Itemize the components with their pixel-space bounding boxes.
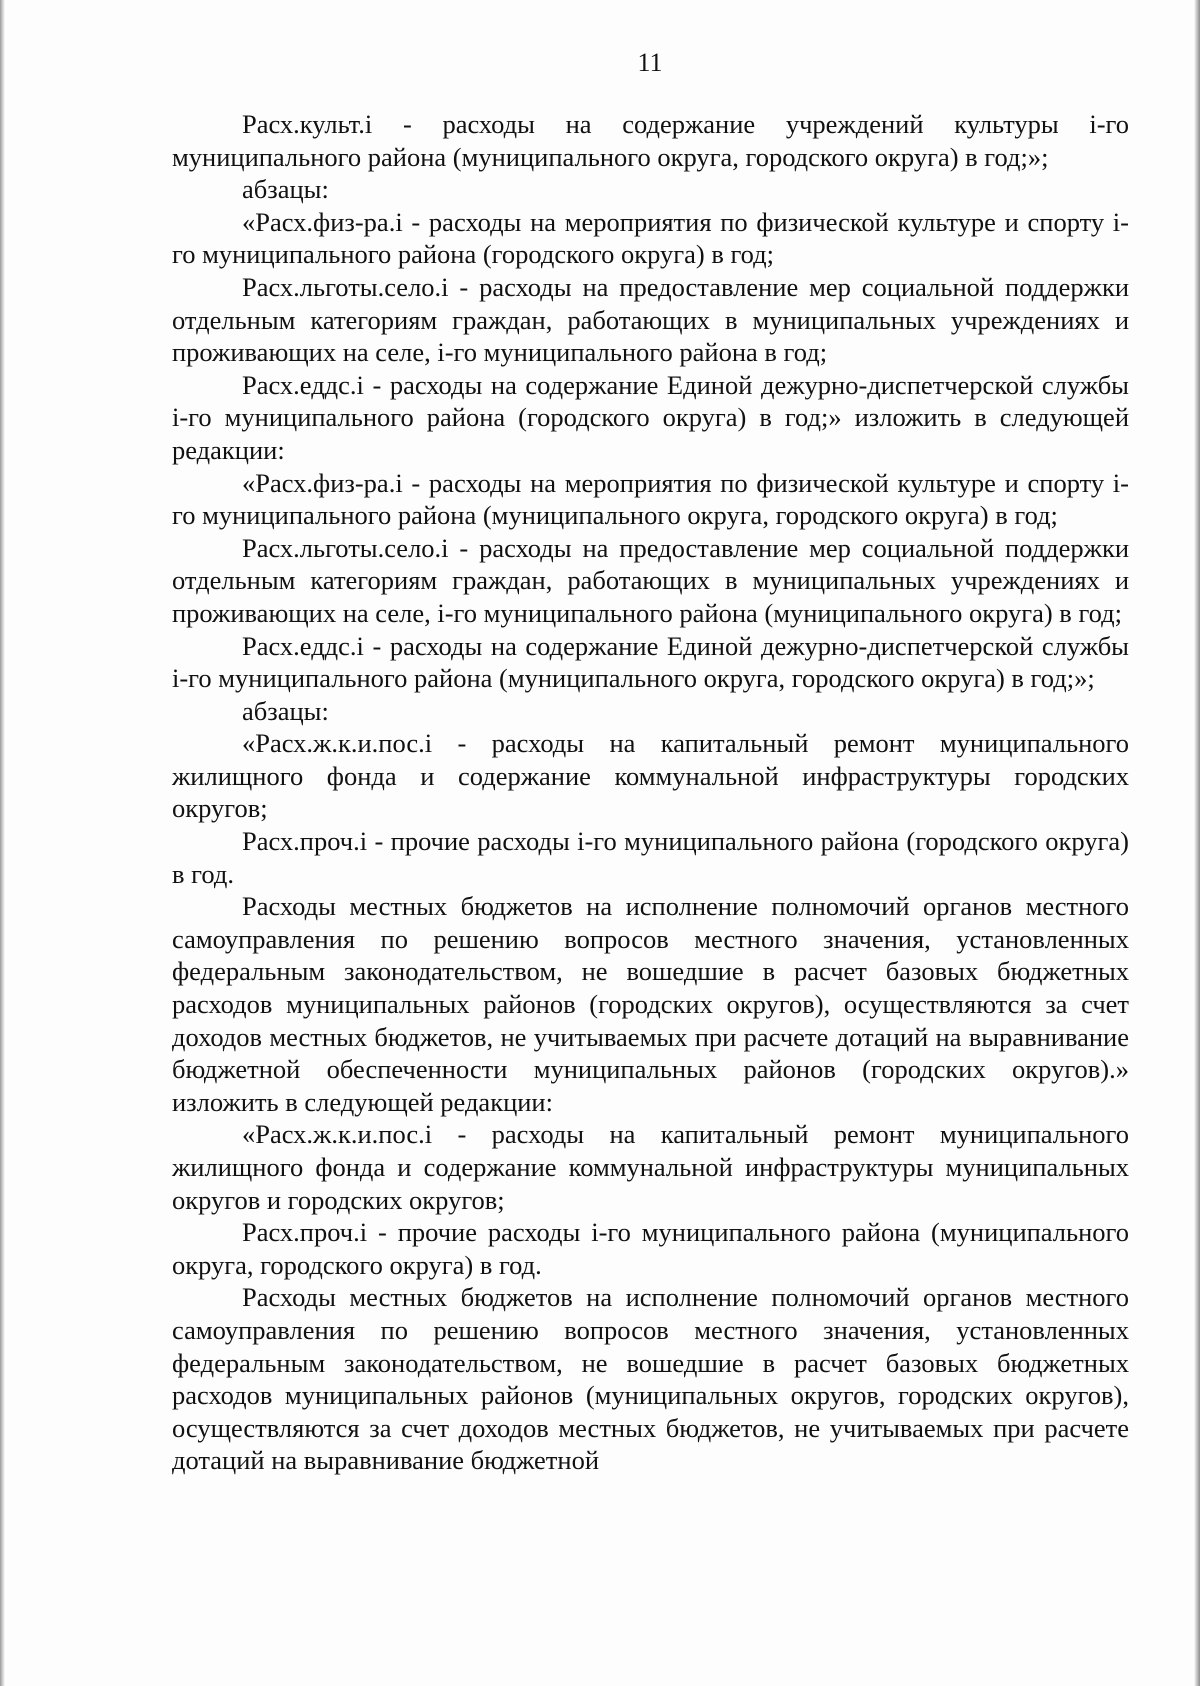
paragraph: Расх.проч.i - прочие расходы i-го муниципального района (городского округа) в год.	[172, 826, 1129, 889]
paragraph: «Расх.физ-ра.i - расходы на мероприятия по физической культуре и спорту i-го муниципального района (городского округа) в год;	[172, 206, 1129, 270]
paragraph: Расх.культ.i - расходы на содержание учреждений культуры i-го муниципального района (муниципального округа, городского округа) в год;»;	[172, 109, 1129, 172]
paragraph: абзацы:	[242, 695, 329, 726]
paragraph: «Расх.ж.к.и.пос.i - расходы на капитальный ремонт муниципального жилищного фонда и содержание коммунальной инфраструктуры городских округов;	[172, 728, 1129, 824]
scan-edge-left	[0, 0, 5, 1686]
paragraph: «Расх.физ-ра.i - расходы на мероприятия по физической культуре и спорту i-го муниципального района (муниципального округа, городского округа) в год;	[172, 467, 1129, 531]
page-number: 11	[637, 48, 663, 77]
scan-edge-right	[1194, 0, 1200, 1686]
paragraph: Расх.еддс.i - расходы на содержание Единой дежурно-диспетчерской службы i-го муниципального района (городского округа) в год;» изложить в следующей редакции:	[172, 369, 1129, 465]
paragraph: Расх.еддс.i - расходы на содержание Единой дежурно-диспетчерской службы i-го муниципального района (муниципального округа, городского округа) в год;»;	[172, 630, 1129, 694]
paragraph: «Расх.ж.к.и.пос.i - расходы на капитальный ремонт муниципального жилищного фонда и содержание коммунальной инфраструктуры муниципальных округов и городских округов;	[172, 1119, 1129, 1215]
paragraph: Расходы местных бюджетов на исполнение полномочий органов местного самоуправления по решению вопросов местного значения, установленных федеральным законодательством, не вошедшие в расчет базовых бюджетных расходов муниципальных районов (муниципальных округов, городских округов), осуществляются за счет доходов местных бюджетов, не учитываемых при расчете дотаций на выравнивание бюджетной	[172, 1282, 1129, 1476]
paragraph: Расх.проч.i - прочие расходы i-го муниципального района (муниципального округа, городского округа) в год.	[172, 1217, 1129, 1280]
paragraph: абзацы:	[242, 174, 329, 205]
paragraph: Расх.льготы.село.i - расходы на предоставление мер социальной поддержки отдельным категориям граждан, работающих в муниципальных учреждениях и проживающих на селе, i-го муниципального района (муниципального округа) в год;	[172, 532, 1129, 628]
paragraph: Расходы местных бюджетов на исполнение полномочий органов местного самоуправления по решению вопросов местного значения, установленных федеральным законодательством, не вошедшие в расчет базовых бюджетных расходов муниципальных районов (городских округов), осуществляются за счет доходов местных бюджетов, не учитываемых при расчете дотаций на выравнивание бюджетной обеспеченности муниципальных районов (городских округов).» изложить в следующей редакции:	[172, 891, 1129, 1117]
paragraph: Расх.льготы.село.i - расходы на предоставление мер социальной поддержки отдельным категориям граждан, работающих в муниципальных учреждениях и проживающих на селе, i-го муниципального района в год;	[172, 271, 1129, 368]
document-body	[172, 108, 1129, 1477]
